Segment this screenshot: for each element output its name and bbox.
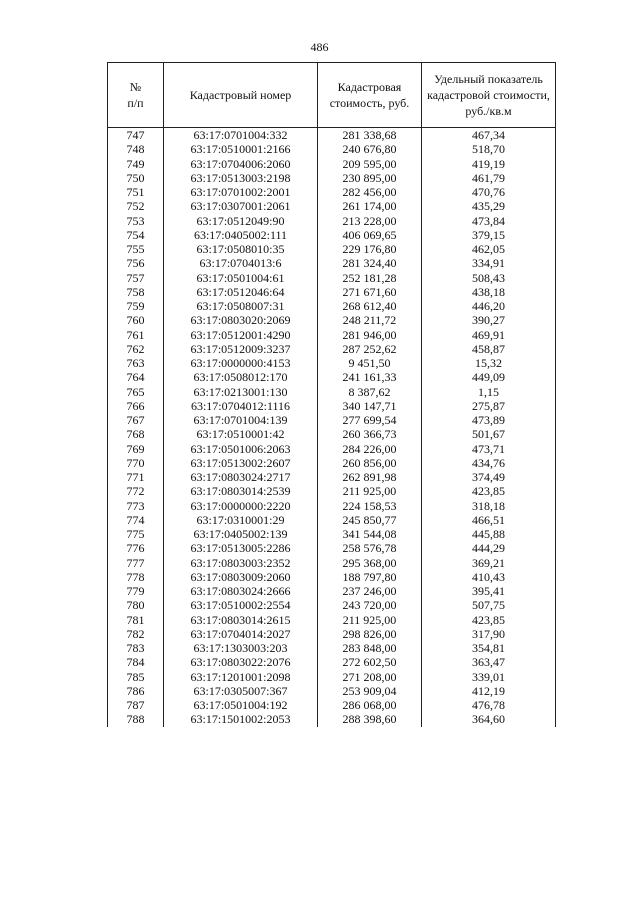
cell-specific-value: 390,27 bbox=[422, 313, 556, 327]
cell-row-number: 774 bbox=[108, 513, 164, 527]
cell-row-number: 787 bbox=[108, 698, 164, 712]
cell-cadastral-value: 253 909,04 bbox=[318, 684, 422, 698]
cell-specific-value: 507,75 bbox=[422, 598, 556, 612]
table-row bbox=[108, 271, 556, 285]
cell-specific-value: 1,15 bbox=[422, 385, 556, 399]
cell-row-number: 753 bbox=[108, 214, 164, 228]
cell-row-number: 783 bbox=[108, 641, 164, 655]
cell-cadastral-number: 63:17:1501002:2053 bbox=[164, 712, 318, 726]
cell-cadastral-value: 213 228,00 bbox=[318, 214, 422, 228]
cell-cadastral-number: 63:17:0405002:139 bbox=[164, 527, 318, 541]
cell-specific-value: 467,34 bbox=[422, 128, 556, 143]
table-row bbox=[108, 157, 556, 171]
table-row bbox=[108, 142, 556, 156]
cell-specific-value: 354,81 bbox=[422, 641, 556, 655]
cell-specific-value: 461,79 bbox=[422, 171, 556, 185]
cell-row-number: 758 bbox=[108, 285, 164, 299]
cell-specific-value: 445,88 bbox=[422, 527, 556, 541]
cell-cadastral-value: 281 338,68 bbox=[318, 128, 422, 143]
cell-specific-value: 395,41 bbox=[422, 584, 556, 598]
cell-specific-value: 423,85 bbox=[422, 613, 556, 627]
cell-cadastral-value: 237 246,00 bbox=[318, 584, 422, 598]
cell-specific-value: 470,76 bbox=[422, 185, 556, 199]
cell-specific-value: 466,51 bbox=[422, 513, 556, 527]
table-row bbox=[108, 385, 556, 399]
cell-row-number: 749 bbox=[108, 157, 164, 171]
cell-cadastral-value: 271 208,00 bbox=[318, 670, 422, 684]
cell-cadastral-number: 63:17:0704014:2027 bbox=[164, 627, 318, 641]
cell-specific-value: 419,19 bbox=[422, 157, 556, 171]
cell-row-number: 770 bbox=[108, 456, 164, 470]
table-row bbox=[108, 641, 556, 655]
cell-row-number: 763 bbox=[108, 356, 164, 370]
cadastral-value-table bbox=[107, 62, 556, 727]
cell-row-number: 773 bbox=[108, 499, 164, 513]
cell-specific-value: 363,47 bbox=[422, 655, 556, 669]
cell-row-number: 776 bbox=[108, 541, 164, 555]
table-header bbox=[108, 63, 556, 128]
cell-specific-value: 473,89 bbox=[422, 413, 556, 427]
cell-specific-value: 334,91 bbox=[422, 256, 556, 270]
cell-cadastral-number: 63:17:0513002:2607 bbox=[164, 456, 318, 470]
cell-cadastral-number: 63:17:0512009:3237 bbox=[164, 342, 318, 356]
table-row bbox=[108, 370, 556, 384]
cell-cadastral-number: 63:17:0704006:2060 bbox=[164, 157, 318, 171]
cell-cadastral-value: 224 158,53 bbox=[318, 499, 422, 513]
table-row bbox=[108, 356, 556, 370]
cell-cadastral-number: 63:17:0803024:2717 bbox=[164, 470, 318, 484]
cell-cadastral-value: 298 826,00 bbox=[318, 627, 422, 641]
cell-cadastral-number: 63:17:0513003:2198 bbox=[164, 171, 318, 185]
cell-row-number: 784 bbox=[108, 655, 164, 669]
cell-cadastral-number: 63:17:0803022:2076 bbox=[164, 655, 318, 669]
cell-specific-value: 458,87 bbox=[422, 342, 556, 356]
cell-specific-value: 508,43 bbox=[422, 271, 556, 285]
table-row bbox=[108, 185, 556, 199]
table-row bbox=[108, 499, 556, 513]
table-row bbox=[108, 527, 556, 541]
table-row bbox=[108, 299, 556, 313]
cell-row-number: 751 bbox=[108, 185, 164, 199]
cell-cadastral-value: 260 366,73 bbox=[318, 427, 422, 441]
cell-specific-value: 423,85 bbox=[422, 484, 556, 498]
table-row bbox=[108, 627, 556, 641]
column-header-cadastral-value: Кадастровая стоимость, руб. bbox=[318, 63, 422, 128]
table-row bbox=[108, 484, 556, 498]
cell-cadastral-number: 63:17:0310001:29 bbox=[164, 513, 318, 527]
cell-row-number: 780 bbox=[108, 598, 164, 612]
table-row bbox=[108, 670, 556, 684]
cell-specific-value: 473,84 bbox=[422, 214, 556, 228]
cell-specific-value: 374,49 bbox=[422, 470, 556, 484]
table-row bbox=[108, 199, 556, 213]
column-header-specific-value: Удельный показатель кадастровой стоимости, руб./кв.м bbox=[422, 63, 556, 128]
cell-cadastral-value: 288 398,60 bbox=[318, 712, 422, 726]
cell-cadastral-value: 341 544,08 bbox=[318, 527, 422, 541]
cell-row-number: 754 bbox=[108, 228, 164, 242]
cell-cadastral-value: 9 451,50 bbox=[318, 356, 422, 370]
cell-cadastral-value: 281 946,00 bbox=[318, 328, 422, 342]
cell-row-number: 771 bbox=[108, 470, 164, 484]
cell-cadastral-value: 252 181,28 bbox=[318, 271, 422, 285]
table-row bbox=[108, 256, 556, 270]
cell-cadastral-value: 248 211,72 bbox=[318, 313, 422, 327]
table-row bbox=[108, 413, 556, 427]
cell-specific-value: 364,60 bbox=[422, 712, 556, 726]
cell-specific-value: 15,32 bbox=[422, 356, 556, 370]
table-row bbox=[108, 399, 556, 413]
cell-cadastral-value: 229 176,80 bbox=[318, 242, 422, 256]
cell-specific-value: 446,20 bbox=[422, 299, 556, 313]
table-row bbox=[108, 328, 556, 342]
cell-row-number: 755 bbox=[108, 242, 164, 256]
cell-cadastral-value: 272 602,50 bbox=[318, 655, 422, 669]
table-row bbox=[108, 470, 556, 484]
cell-cadastral-number: 63:17:0501004:61 bbox=[164, 271, 318, 285]
cell-cadastral-value: 340 147,71 bbox=[318, 399, 422, 413]
cell-cadastral-number: 63:17:0512046:64 bbox=[164, 285, 318, 299]
cell-row-number: 752 bbox=[108, 199, 164, 213]
cell-cadastral-value: 240 676,80 bbox=[318, 142, 422, 156]
cell-cadastral-value: 287 252,62 bbox=[318, 342, 422, 356]
table-body bbox=[108, 128, 556, 727]
cell-cadastral-number: 63:17:0512049:90 bbox=[164, 214, 318, 228]
cell-cadastral-number: 63:17:1303003:203 bbox=[164, 641, 318, 655]
cell-cadastral-number: 63:17:0307001:2061 bbox=[164, 199, 318, 213]
table-row bbox=[108, 598, 556, 612]
table-row bbox=[108, 655, 556, 669]
cell-cadastral-number: 63:17:0405002:111 bbox=[164, 228, 318, 242]
cell-row-number: 785 bbox=[108, 670, 164, 684]
cell-specific-value: 518,70 bbox=[422, 142, 556, 156]
cell-row-number: 766 bbox=[108, 399, 164, 413]
cell-cadastral-value: 262 891,98 bbox=[318, 470, 422, 484]
table-row bbox=[108, 684, 556, 698]
table-row bbox=[108, 313, 556, 327]
cell-row-number: 747 bbox=[108, 128, 164, 143]
table-row bbox=[108, 584, 556, 598]
page-number: 486 bbox=[310, 40, 329, 54]
cell-cadastral-number: 63:17:0803003:2352 bbox=[164, 556, 318, 570]
cell-specific-value: 449,09 bbox=[422, 370, 556, 384]
cell-row-number: 777 bbox=[108, 556, 164, 570]
cell-cadastral-number: 63:17:0508012:170 bbox=[164, 370, 318, 384]
cell-specific-value: 469,91 bbox=[422, 328, 556, 342]
cell-cadastral-number: 63:17:0510002:2554 bbox=[164, 598, 318, 612]
cell-row-number: 782 bbox=[108, 627, 164, 641]
cell-row-number: 765 bbox=[108, 385, 164, 399]
table-row bbox=[108, 456, 556, 470]
cell-specific-value: 412,19 bbox=[422, 684, 556, 698]
cell-cadastral-value: 268 612,40 bbox=[318, 299, 422, 313]
cell-cadastral-number: 63:17:0803014:2539 bbox=[164, 484, 318, 498]
cell-row-number: 781 bbox=[108, 613, 164, 627]
cell-row-number: 760 bbox=[108, 313, 164, 327]
cell-specific-value: 369,21 bbox=[422, 556, 556, 570]
cell-row-number: 772 bbox=[108, 484, 164, 498]
cell-cadastral-number: 63:17:0513005:2286 bbox=[164, 541, 318, 555]
cell-cadastral-value: 241 161,33 bbox=[318, 370, 422, 384]
table-row bbox=[108, 171, 556, 185]
cell-cadastral-value: 261 174,00 bbox=[318, 199, 422, 213]
cell-cadastral-number: 63:17:0704013:6 bbox=[164, 256, 318, 270]
cell-row-number: 768 bbox=[108, 427, 164, 441]
cell-row-number: 786 bbox=[108, 684, 164, 698]
cell-cadastral-number: 63:17:0803009:2060 bbox=[164, 570, 318, 584]
cell-cadastral-value: 211 925,00 bbox=[318, 613, 422, 627]
cell-cadastral-number: 63:17:0704012:1116 bbox=[164, 399, 318, 413]
cell-row-number: 767 bbox=[108, 413, 164, 427]
cell-cadastral-value: 211 925,00 bbox=[318, 484, 422, 498]
cell-cadastral-number: 63:17:0803014:2615 bbox=[164, 613, 318, 627]
cell-row-number: 759 bbox=[108, 299, 164, 313]
cell-cadastral-value: 230 895,00 bbox=[318, 171, 422, 185]
cell-row-number: 775 bbox=[108, 527, 164, 541]
cell-cadastral-number: 63:17:1201001:2098 bbox=[164, 670, 318, 684]
cell-cadastral-number: 63:17:0701002:2001 bbox=[164, 185, 318, 199]
table-row bbox=[108, 342, 556, 356]
table-row bbox=[108, 613, 556, 627]
cell-row-number: 757 bbox=[108, 271, 164, 285]
table-row bbox=[108, 128, 556, 143]
cell-row-number: 769 bbox=[108, 442, 164, 456]
cell-cadastral-value: 283 848,00 bbox=[318, 641, 422, 655]
cell-cadastral-number: 63:17:0508007:31 bbox=[164, 299, 318, 313]
cell-cadastral-number: 63:17:0803024:2666 bbox=[164, 584, 318, 598]
table-row bbox=[108, 242, 556, 256]
cell-cadastral-value: 188 797,80 bbox=[318, 570, 422, 584]
cell-row-number: 788 bbox=[108, 712, 164, 726]
cell-row-number: 750 bbox=[108, 171, 164, 185]
cell-row-number: 778 bbox=[108, 570, 164, 584]
cell-cadastral-value: 295 368,00 bbox=[318, 556, 422, 570]
table-row bbox=[108, 442, 556, 456]
cell-cadastral-value: 8 387,62 bbox=[318, 385, 422, 399]
table-row bbox=[108, 556, 556, 570]
cell-cadastral-number: 63:17:0701004:332 bbox=[164, 128, 318, 143]
table-row bbox=[108, 698, 556, 712]
cell-cadastral-number: 63:17:0000000:4153 bbox=[164, 356, 318, 370]
cell-cadastral-value: 406 069,65 bbox=[318, 228, 422, 242]
cell-cadastral-value: 209 595,00 bbox=[318, 157, 422, 171]
cell-specific-value: 379,15 bbox=[422, 228, 556, 242]
table-row bbox=[108, 214, 556, 228]
cell-specific-value: 410,43 bbox=[422, 570, 556, 584]
cell-cadastral-value: 243 720,00 bbox=[318, 598, 422, 612]
cell-row-number: 762 bbox=[108, 342, 164, 356]
column-header-cadastral-number: Кадастровый номер bbox=[164, 63, 318, 128]
cell-cadastral-value: 271 671,60 bbox=[318, 285, 422, 299]
cell-cadastral-number: 63:17:0803020:2069 bbox=[164, 313, 318, 327]
cell-cadastral-number: 63:17:0701004:139 bbox=[164, 413, 318, 427]
table-row bbox=[108, 712, 556, 726]
table-row bbox=[108, 228, 556, 242]
cell-cadastral-value: 260 856,00 bbox=[318, 456, 422, 470]
cell-cadastral-number: 63:17:0508010:35 bbox=[164, 242, 318, 256]
cell-row-number: 764 bbox=[108, 370, 164, 384]
cell-cadastral-value: 245 850,77 bbox=[318, 513, 422, 527]
cell-cadastral-number: 63:17:0000000:2220 bbox=[164, 499, 318, 513]
cell-cadastral-number: 63:17:0512001:4290 bbox=[164, 328, 318, 342]
cell-specific-value: 476,78 bbox=[422, 698, 556, 712]
cell-specific-value: 438,18 bbox=[422, 285, 556, 299]
cell-row-number: 756 bbox=[108, 256, 164, 270]
cell-row-number: 761 bbox=[108, 328, 164, 342]
cell-cadastral-value: 286 068,00 bbox=[318, 698, 422, 712]
cell-specific-value: 444,29 bbox=[422, 541, 556, 555]
cell-cadastral-value: 284 226,00 bbox=[318, 442, 422, 456]
table-row bbox=[108, 541, 556, 555]
cell-specific-value: 275,87 bbox=[422, 399, 556, 413]
cell-specific-value: 473,71 bbox=[422, 442, 556, 456]
cell-row-number: 748 bbox=[108, 142, 164, 156]
cell-cadastral-number: 63:17:0510001:2166 bbox=[164, 142, 318, 156]
cell-cadastral-number: 63:17:0501004:192 bbox=[164, 698, 318, 712]
cell-cadastral-number: 63:17:0213001:130 bbox=[164, 385, 318, 399]
cell-specific-value: 435,29 bbox=[422, 199, 556, 213]
cell-specific-value: 462,05 bbox=[422, 242, 556, 256]
cell-cadastral-number: 63:17:0501006:2063 bbox=[164, 442, 318, 456]
cell-specific-value: 501,67 bbox=[422, 427, 556, 441]
cell-specific-value: 339,01 bbox=[422, 670, 556, 684]
table-row bbox=[108, 427, 556, 441]
table-row bbox=[108, 285, 556, 299]
cell-specific-value: 318,18 bbox=[422, 499, 556, 513]
table-row bbox=[108, 570, 556, 584]
cell-cadastral-value: 258 576,78 bbox=[318, 541, 422, 555]
cell-cadastral-number: 63:17:0510001:42 bbox=[164, 427, 318, 441]
cell-row-number: 779 bbox=[108, 584, 164, 598]
column-header-number: № п/п bbox=[108, 63, 164, 128]
cell-cadastral-value: 277 699,54 bbox=[318, 413, 422, 427]
cell-specific-value: 317,90 bbox=[422, 627, 556, 641]
cell-cadastral-value: 281 324,40 bbox=[318, 256, 422, 270]
table-row bbox=[108, 513, 556, 527]
cell-cadastral-value: 282 456,00 bbox=[318, 185, 422, 199]
cell-cadastral-number: 63:17:0305007:367 bbox=[164, 684, 318, 698]
cell-specific-value: 434,76 bbox=[422, 456, 556, 470]
